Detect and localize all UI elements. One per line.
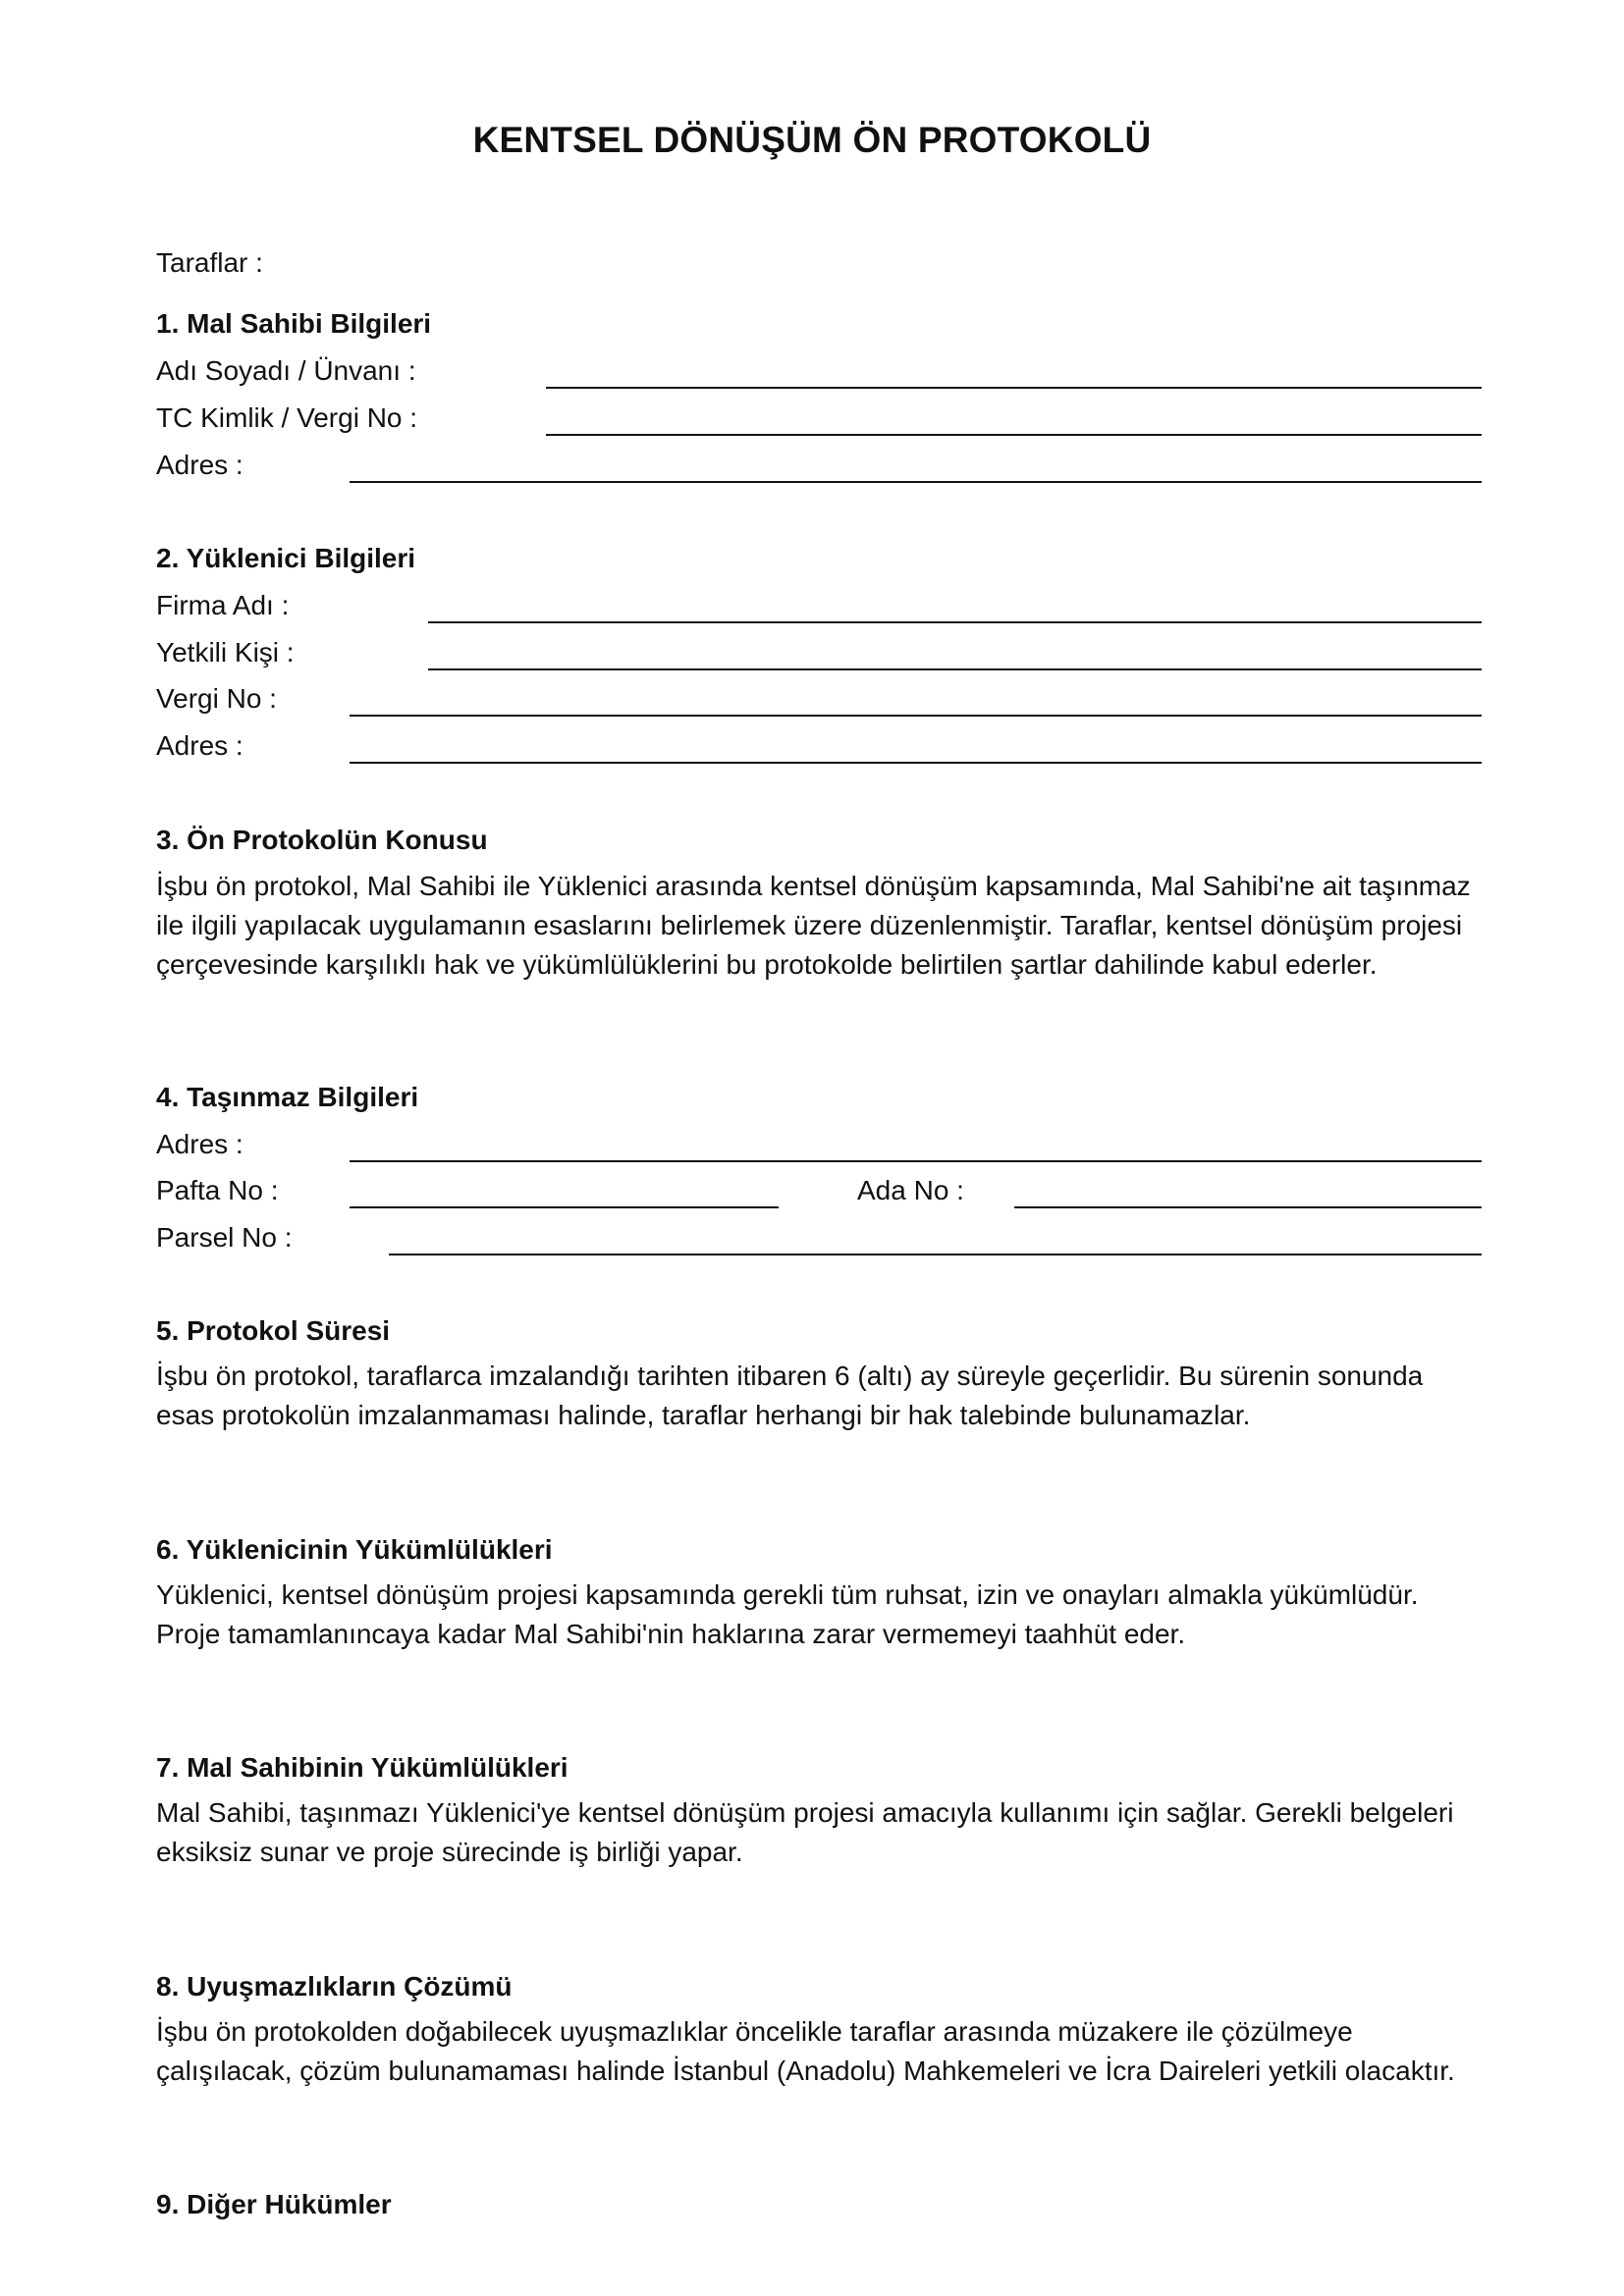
- contractor-tax-field[interactable]: [350, 715, 1482, 717]
- owner-name-label: Adı Soyadı / Ünvanı :: [156, 355, 416, 386]
- property-heading: 4. Taşınmaz Bilgileri: [156, 1082, 419, 1112]
- contractor-obligations-line: Yüklenici, kentsel dönüşüm projesi kapsamında gerekli tüm ruhsat, izin ve onayları almakla yükümlüdür.: [156, 1579, 1419, 1610]
- subject-paragraph: [156, 867, 1491, 985]
- contractor-person-field[interactable]: [428, 668, 1482, 670]
- owner-id-field[interactable]: [546, 434, 1482, 436]
- owner-obligations-line: eksiksiz sunar ve proje sürecinde iş birliği yapar.: [156, 1837, 743, 1867]
- owner-name-field[interactable]: [546, 387, 1482, 389]
- pafta-label: Pafta No :: [156, 1175, 279, 1205]
- property-address-field[interactable]: [350, 1160, 1482, 1162]
- contractor-obligations-heading: 6. Yüklenicinin Yükümlülükleri: [156, 1534, 553, 1565]
- parties-label: Taraflar :: [156, 247, 263, 278]
- disputes-heading: 8. Uyuşmazlıkların Çözümü: [156, 1971, 513, 2002]
- duration-heading: 5. Protokol Süresi: [156, 1315, 391, 1346]
- ada-label: Ada No :: [857, 1175, 964, 1205]
- contractor-company-field[interactable]: [428, 621, 1482, 623]
- contractor-address-field[interactable]: [350, 762, 1482, 764]
- owner-address-field[interactable]: [350, 481, 1482, 483]
- subject-line: çerçevesinde karşılıklı hak ve yükümlülüklerini bu protokolde belirtilen şartlar dahilinde kabul ederler.: [156, 949, 1378, 980]
- contractor-obligations-paragraph: [156, 1575, 1491, 1654]
- owner-obligations-paragraph: [156, 1793, 1491, 1872]
- owner-obligations-line: Mal Sahibi, taşınmazı Yüklenici'ye kentsel dönüşüm projesi amacıyla kullanımı için sağlar. Gerekli belgeleri: [156, 1797, 1454, 1828]
- contractor-address-label: Adres :: [156, 730, 244, 761]
- parsel-label: Parsel No :: [156, 1222, 293, 1253]
- owner-address-label: Adres :: [156, 450, 244, 480]
- duration-line: İşbu ön protokol, taraflarca imzalandığı tarihten itibaren 6 (altı) ay süreyle geçerlidir. Bu sürenin sonunda: [156, 1361, 1424, 1391]
- parsel-field[interactable]: [389, 1254, 1482, 1255]
- disputes-paragraph: [156, 2012, 1491, 2091]
- duration-paragraph: [156, 1357, 1491, 1435]
- duration-line: esas protokolün imzalanmaması halinde, taraflar herhangi bir hak talebinde bulunamazlar.: [156, 1400, 1251, 1430]
- disputes-line: çalışılacak, çözüm bulunamaması halinde İstanbul (Anadolu) Mahkemeleri ve İcra Daireleri yetkili olacaktır.: [156, 2056, 1455, 2086]
- owner-id-label: TC Kimlik / Vergi No :: [156, 402, 418, 433]
- property-address-label: Adres :: [156, 1129, 244, 1159]
- other-heading: 9. Diğer Hükümler: [156, 2189, 392, 2219]
- contractor-tax-label: Vergi No :: [156, 683, 277, 714]
- pafta-field[interactable]: [350, 1206, 779, 1208]
- subject-line: İşbu ön protokol, Mal Sahibi ile Yüklenici arasında kentsel dönüşüm kapsamında, Mal Sahibi'ne ait taşınmaz: [156, 871, 1471, 901]
- contractor-heading: 2. Yüklenici Bilgileri: [156, 543, 416, 573]
- contractor-person-label: Yetkili Kişi :: [156, 637, 295, 667]
- ada-field[interactable]: [1014, 1206, 1482, 1208]
- subject-line: ile ilgili yapılacak uygulamanın esaslarını belirlemek üzere düzenlenmiştir. Taraflar, kentsel dönüşüm projesi: [156, 910, 1463, 940]
- contractor-obligations-line: Proje tamamlanıncaya kadar Mal Sahibi'nin haklarına zarar vermemeyi taahhüt eder.: [156, 1619, 1186, 1649]
- page-title: KENTSEL DÖNÜŞÜM ÖN PROTOKOLÜ: [472, 120, 1152, 160]
- contractor-company-label: Firma Adı :: [156, 590, 290, 620]
- disputes-line: İşbu ön protokolden doğabilecek uyuşmazlıklar öncelikle taraflar arasında müzakere ile çözülmeye: [156, 2016, 1353, 2047]
- subject-heading: 3. Ön Protokolün Konusu: [156, 825, 488, 855]
- owner-heading: 1. Mal Sahibi Bilgileri: [156, 308, 432, 339]
- owner-obligations-heading: 7. Mal Sahibinin Yükümlülükleri: [156, 1752, 568, 1783]
